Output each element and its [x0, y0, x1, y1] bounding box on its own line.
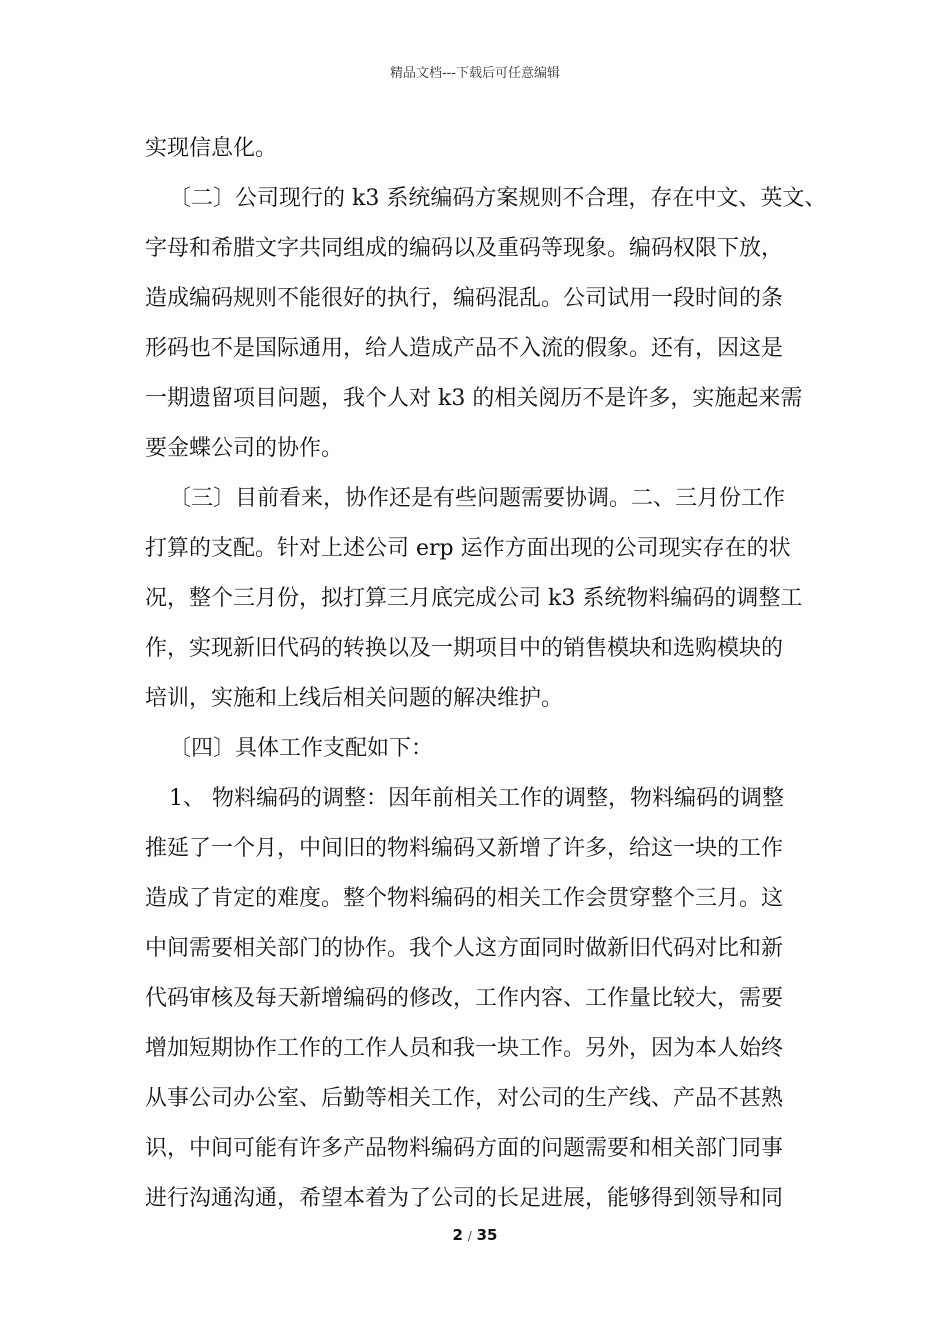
page-number: 2	[452, 1226, 463, 1244]
text-line: 实现信息化。	[145, 136, 278, 161]
text-line: 代码审核及每天新增编码的修改，工作内容、工作量比较大，需要	[145, 986, 784, 1011]
text-line: 字母和希腊文字共同组成的编码以及重码等现象。编码权限下放，	[145, 236, 784, 261]
text-line: 打算的支配。针对上述公司 erp 运作方面出现的公司现实存在的状	[145, 536, 791, 561]
text-line: 进行沟通沟通，希望本着为了公司的长足进展，能够得到领导和同	[145, 1186, 784, 1211]
text-line: 形码也不是国际通用，给人造成产品不入流的假象。还有，因这是	[145, 336, 784, 361]
text-line: 中间需要相关部门的协作。我个人这方面同时做新旧代码对比和新	[145, 936, 784, 961]
page-header: 精品文档---下载后可任意编辑	[389, 66, 561, 81]
text-line: 从事公司办公室、后勤等相关工作，对公司的生产线、产品不甚熟	[145, 1086, 784, 1111]
text-line: 〔四〕具体工作支配如下：	[169, 736, 434, 761]
text-line: 况，整个三月份，拟打算三月底完成公司 k3 系统物料编码的调整工	[145, 586, 803, 611]
text-line: 培训，实施和上线后相关问题的解决维护。	[145, 686, 564, 711]
text-line: 增加短期协作工作的工作人员和我一块工作。另外，因为本人始终	[145, 1036, 784, 1061]
text-line: 识，中间可能有许多产品物料编码方面的问题需要和相关部门同事	[145, 1136, 784, 1161]
text-line: 造成编码规则不能很好的执行，编码混乱。公司试用一段时间的条	[145, 286, 784, 311]
page-separator: /	[467, 1229, 472, 1243]
text-line: 1、 物料编码的调整：因年前相关工作的调整，物料编码的调整	[169, 786, 784, 811]
page-footer	[0, 1226, 950, 1244]
text-line: 一期遗留项目问题，我个人对 k3 的相关阅历不是许多，实施起来需	[145, 386, 803, 411]
text-line: 要金蝶公司的协作。	[145, 436, 344, 461]
text-line: 〔二〕公司现行的 k3 系统编码方案规则不合理，存在中文、英文、	[169, 186, 827, 211]
text-line: 造成了肯定的难度。整个物料编码的相关工作会贯穿整个三月。这	[145, 886, 784, 911]
page-total: 35	[476, 1226, 498, 1244]
text-line: 推延了一个月，中间旧的物料编码又新增了许多，给这一块的工作	[145, 836, 784, 861]
text-line: 作，实现新旧代码的转换以及一期项目中的销售模块和选购模块的	[145, 636, 784, 661]
text-line: 〔三〕目前看来，协作还是有些问题需要协调。二、三月份工作	[169, 486, 786, 511]
